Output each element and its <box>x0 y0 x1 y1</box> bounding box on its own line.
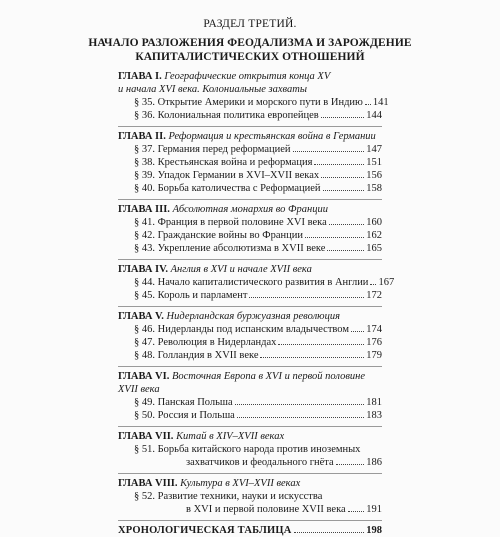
divider <box>118 366 382 367</box>
chapter-6 <box>118 370 382 427</box>
divider <box>118 306 382 307</box>
leader-dots <box>323 190 365 191</box>
chapter-name: Китай в XIV–XVII веках <box>176 431 285 442</box>
chapter-name: Англия в XVI и начале XVII века <box>170 264 312 275</box>
toc-entry-page: 160 <box>366 217 382 228</box>
toc-entry[interactable] <box>134 443 382 469</box>
chapter-heading <box>118 130 382 143</box>
toc-entry[interactable] <box>134 409 382 422</box>
chapter-heading <box>118 263 382 276</box>
divider <box>118 126 382 127</box>
toc-entry-text: § 47. Революция в Нидерландах <box>134 337 277 348</box>
chapter-heading <box>118 430 382 443</box>
section-title-line1: НАЧАЛО РАЗЛОЖЕНИЯ ФЕОДАЛИЗМА И ЗАРОЖДЕНИЕ <box>88 37 412 49</box>
toc-entry-page: 165 <box>366 243 382 254</box>
chapter-number: ГЛАВА V. <box>118 311 164 322</box>
toc-entry-page: 183 <box>366 410 382 421</box>
toc-entry-text: § 39. Упадок Германии в XVI–XVII веках <box>134 170 320 181</box>
toc-entry-text: § 37. Германия перед реформацией <box>134 144 291 155</box>
toc-entry-text: § 46. Нидерланды под испанским владычеством <box>134 324 349 335</box>
toc-entry-page: 141 <box>372 97 389 108</box>
toc-entry-text: § 49. Панская Польша <box>134 397 233 408</box>
toc-entry-text: § 50. Россия и Польша <box>134 410 235 421</box>
toc-entry[interactable] <box>134 169 382 182</box>
leader-dots <box>314 164 364 165</box>
leader-dots <box>237 417 364 418</box>
toc-entry-page: 198 <box>366 525 382 536</box>
chapter-name: Восточная Европа в XVI и первой половине XVII века <box>118 371 366 395</box>
leader-dots <box>249 297 364 298</box>
toc-entry-text: § 48. Голландия в XVII веке <box>134 350 259 361</box>
toc-entry[interactable] <box>134 289 382 302</box>
chapter-2 <box>118 130 382 200</box>
divider <box>118 259 382 260</box>
chapter-heading <box>118 310 382 323</box>
chapter-heading <box>118 70 382 83</box>
toc-entry[interactable] <box>134 323 382 336</box>
chapter-name: Нидерландская буржуазная революция <box>166 311 340 322</box>
chapter-1 <box>118 70 389 127</box>
toc-entry[interactable] <box>134 490 382 516</box>
toc-entry[interactable] <box>134 96 389 109</box>
toc-entry-chronology[interactable] <box>118 524 382 537</box>
toc-entry-text: § 36. Колониальная политика европейцев <box>134 110 319 121</box>
chapter-name-cont: и начала XVI века. Колониальные захваты <box>118 84 307 95</box>
toc-entry[interactable] <box>134 349 382 362</box>
toc-entry[interactable] <box>134 182 382 195</box>
toc-entry-page: 151 <box>366 157 382 168</box>
toc-entry[interactable] <box>134 229 382 242</box>
divider <box>118 199 382 200</box>
chapter-heading <box>118 477 382 490</box>
toc-entry-page: 147 <box>366 144 382 155</box>
chapter-number: ГЛАВА VIII. <box>118 478 178 489</box>
toc-entry-text: § 52. Развитие техники, науки и искусства <box>134 491 323 502</box>
leader-dots <box>336 464 365 465</box>
leader-dots <box>327 250 364 251</box>
toc-entry-page: 176 <box>366 337 382 348</box>
chapter-list <box>118 70 395 537</box>
section-title <box>0 37 500 64</box>
toc-entry-page: 158 <box>366 183 382 194</box>
chapter-name: Культура в XVI–XVII веках <box>180 478 301 489</box>
toc-entry[interactable] <box>134 109 382 122</box>
chapter-number: ГЛАВА III. <box>118 204 170 215</box>
toc-entry-text: § 38. Крестьянская война и реформация <box>134 157 313 168</box>
toc-entry-text: § 35. Открытие Америки и морского пути в Индию <box>134 97 363 108</box>
toc-entry-page: 167 <box>378 277 395 288</box>
toc-entry-text: § 51. Борьба китайского народа против иноземных <box>134 444 361 455</box>
toc-entry-text: § 41. Франция в первой половине XVI века <box>134 217 327 228</box>
chapter-7 <box>118 430 382 474</box>
toc-entry-text-cont: в XVI и первой половине XVII века <box>186 504 346 515</box>
chapter-number: ГЛАВА VI. <box>118 371 170 382</box>
toc-entry-text: § 40. Борьба католичества с Реформацией <box>134 183 321 194</box>
toc-entry-page: 144 <box>366 110 382 121</box>
leader-dots <box>348 511 365 512</box>
toc-entry[interactable] <box>134 336 382 349</box>
chapter-4 <box>118 263 395 307</box>
chapter-number: ГЛАВА I. <box>118 71 162 82</box>
leader-dots <box>260 357 364 358</box>
section-label: РАЗДЕЛ ТРЕТИЙ. <box>203 18 297 30</box>
leader-dots <box>294 532 365 533</box>
leader-dots <box>293 151 365 152</box>
toc-entry[interactable] <box>134 276 395 289</box>
leader-dots <box>305 237 364 238</box>
toc-entry[interactable] <box>134 156 382 169</box>
toc-entry-page: 162 <box>366 230 382 241</box>
section-title-line2: КАПИТАЛИСТИЧЕСКИХ ОТНОШЕНИЙ <box>135 50 365 63</box>
toc-entry[interactable] <box>134 143 382 156</box>
toc-entry-page: 172 <box>366 290 382 301</box>
chapter-name: Абсолютная монархия во Франции <box>172 204 328 215</box>
toc-entry-text: § 45. Король и парламент <box>134 290 248 301</box>
toc-entry-page: 191 <box>366 504 382 515</box>
toc-entry-text: § 42. Гражданские войны во Франции <box>134 230 303 241</box>
chapter-name: Реформация и крестьянская война в Германии <box>168 131 376 142</box>
leader-dots <box>278 344 364 345</box>
toc-entry-page: 179 <box>366 350 382 361</box>
divider <box>118 473 382 474</box>
leader-dots <box>235 404 365 405</box>
toc-entry-page: 186 <box>366 457 382 468</box>
toc-entry-page: 174 <box>366 324 382 335</box>
leader-dots <box>321 177 364 178</box>
chapter-5 <box>118 310 382 367</box>
divider <box>118 426 382 427</box>
chapter-heading <box>118 370 382 396</box>
toc-entry-text: § 43. Укрепление абсолютизма в XVII веке <box>134 243 326 254</box>
leader-dots <box>321 117 365 118</box>
toc-entry-text-cont: захватчиков и феодального гнёта <box>186 457 334 468</box>
chapter-heading <box>118 203 382 216</box>
toc-entry-page: 156 <box>366 170 382 181</box>
chapter-number: ГЛАВА IV. <box>118 264 168 275</box>
chapter-name: Географические открытия конца XV <box>164 71 331 82</box>
leader-dots <box>365 104 371 105</box>
toc-entry-text: § 44. Начало капиталистического развития в Англии <box>134 277 369 288</box>
toc-entry[interactable] <box>134 216 382 229</box>
divider <box>118 520 382 521</box>
toc-entry-text: ХРОНОЛОГИЧЕСКАЯ ТАБЛИЦА <box>118 525 292 536</box>
chapter-3 <box>118 203 382 260</box>
chapter-number: ГЛАВА VII. <box>118 431 174 442</box>
chapter-number: ГЛАВА II. <box>118 131 166 142</box>
leader-dots <box>329 224 364 225</box>
toc-entry[interactable] <box>134 242 382 255</box>
toc-entry-page: 181 <box>366 397 382 408</box>
leader-dots <box>351 331 364 332</box>
chapter-8 <box>118 477 382 521</box>
toc-entry[interactable] <box>134 396 382 409</box>
leader-dots <box>370 284 376 285</box>
chapter-heading-cont <box>118 83 382 96</box>
